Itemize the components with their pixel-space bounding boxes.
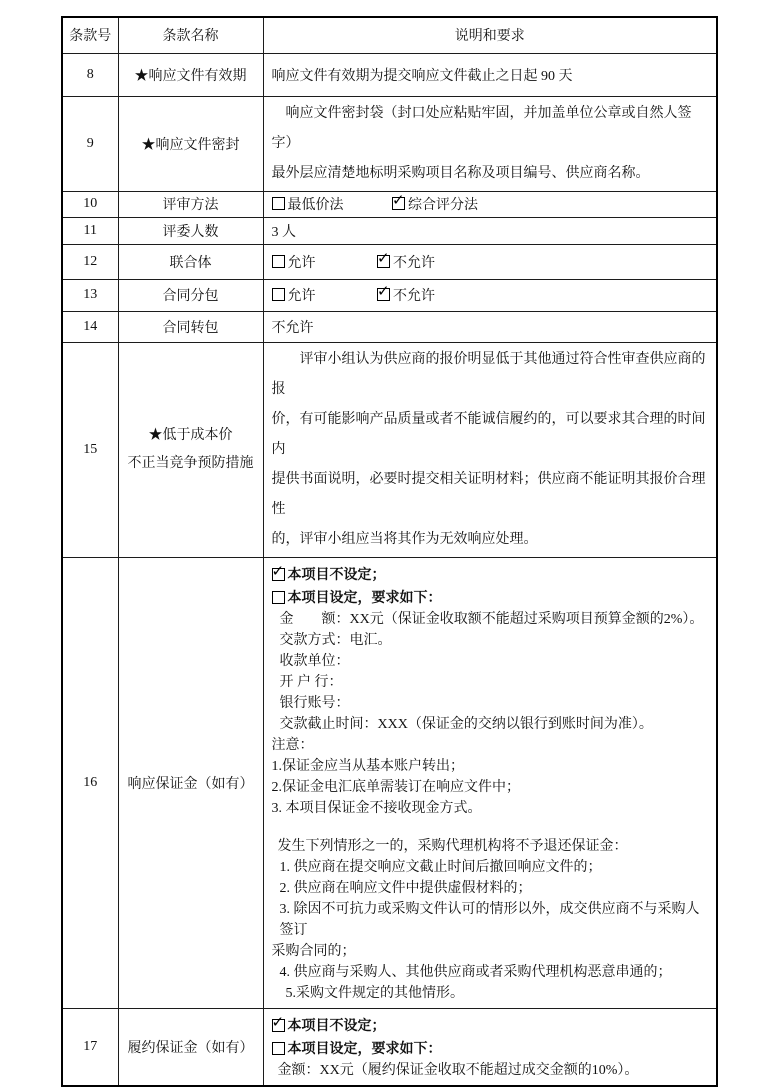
clause-name-cell: 履约保证金（如有） [118, 1008, 263, 1086]
desc-line: 价，有可能影响产品质量或者不能诚信履约的，可以要求其合理的时间内 [271, 411, 706, 457]
clause-desc-cell [263, 279, 717, 311]
table-row [62, 53, 717, 96]
clause-name-line: ★低于成本价 [148, 427, 233, 443]
option-label: 最低价法 [287, 198, 344, 213]
clause-name-cell: 合同转包 [118, 311, 263, 342]
table-row [62, 217, 717, 244]
clause-name-cell: 响应保证金（如有） [118, 557, 263, 1008]
clause-name-cell: 合同分包 [118, 279, 263, 311]
notice-title: 注意： [271, 737, 314, 753]
checkbox-checked-icon [392, 197, 405, 210]
table-row [62, 557, 717, 1008]
checkbox-checked-icon [377, 255, 390, 268]
table-row [62, 244, 717, 279]
field-deadline: 交款截止时间：XXX（保证金的交纳以银行到账时间为准）。 [279, 716, 653, 732]
forfeit-item: 1. 供应商在提交响应文截止时间后撤回响应文件的； [279, 859, 602, 875]
desc-line: 提供书面说明，必要时提交相关证明材料；供应商不能证明其报价合理性 [271, 471, 706, 517]
option-set-requirements [272, 586, 709, 609]
option-label: 不允许 [393, 255, 435, 271]
clause-no-cell: 8 [62, 53, 118, 96]
checkbox-unchecked-icon [272, 197, 285, 210]
desc-line: 最外层应清楚地标明采购项目名称及项目编号、供应商名称。 [271, 165, 650, 181]
checkbox-checked-icon [272, 1019, 285, 1032]
option-not-set [272, 563, 709, 586]
clause-name-cell: 联合体 [118, 244, 263, 279]
clause-desc-cell [263, 342, 717, 557]
clause-name-line: 不正当竞争预防措施 [127, 455, 254, 471]
table-row [62, 191, 717, 217]
table-row [62, 311, 717, 342]
clause-no-cell: 17 [62, 1008, 118, 1086]
col-header-description: 说明和要求 [263, 17, 717, 53]
field-bank: 开 户 行： [279, 674, 343, 690]
field-payee: 收款单位： [279, 653, 350, 669]
clause-desc-cell [263, 244, 717, 279]
forfeit-title: 发生下列情形之一的，采购代理机构将不予退还保证金： [277, 838, 628, 854]
checkbox-unchecked-icon [272, 1042, 285, 1055]
option-label: 允许 [287, 255, 316, 271]
clause-no-cell: 13 [62, 279, 118, 311]
clause-desc-cell [263, 1008, 717, 1086]
checkbox-unchecked-icon [272, 591, 285, 604]
clause-no-cell: 10 [62, 191, 118, 217]
clause-desc-cell: 3 人 [263, 217, 717, 244]
table-row [62, 342, 717, 557]
clause-name-cell: ★响应文件有效期 [118, 53, 263, 96]
option-not-allowed [377, 256, 435, 271]
clause-desc-cell [263, 191, 717, 217]
notice-item: 3. 本项目保证金不接收现金方式。 [271, 800, 482, 816]
checkbox-unchecked-icon [272, 288, 285, 301]
forfeit-item: 3. 除因不可抗力或采购文件认可的情形以外，成交供应商不与采购人签订 [279, 901, 700, 938]
option-label: 不允许 [393, 289, 435, 304]
option-comprehensive-scoring [392, 198, 478, 213]
clause-name-cell: 评审方法 [118, 191, 263, 217]
table-row [62, 1008, 717, 1086]
option-set-requirements [272, 1037, 709, 1060]
forfeit-item: 2. 供应商在响应文件中提供虚假材料的； [279, 880, 532, 896]
table-header-row [62, 17, 717, 53]
option-label: 本项目不设定； [287, 565, 386, 582]
option-label: 本项目设定，要求如下： [287, 1039, 442, 1056]
field-amount: 金 额：XX元（保证金收取额不能超过采购项目预算金额的2%）。 [279, 611, 704, 627]
option-lowest-price [272, 198, 344, 213]
clause-desc-cell: 响应文件有效期为提交响应文件截止之日起 90 天 [263, 53, 717, 96]
clause-name-cell [118, 342, 263, 557]
notice-item: 2.保证金电汇底单需装订在响应文件中； [271, 779, 520, 795]
forfeit-item: 5.采购文件规定的其他情形。 [285, 985, 464, 1001]
table-row [62, 279, 717, 311]
clause-desc-cell [263, 96, 717, 191]
forfeit-item: 4. 供应商与采购人、其他供应商或者采购代理机构恶意串通的； [279, 964, 672, 980]
clauses-table [61, 16, 718, 1087]
clause-no-cell: 14 [62, 311, 118, 342]
table-row [62, 96, 717, 191]
field-payment-method: 交款方式：电汇。 [279, 632, 392, 648]
option-label: 本项目不设定； [287, 1016, 386, 1033]
col-header-clause-name: 条款名称 [118, 17, 263, 53]
desc-line: 评审小组认为供应商的报价明显低于其他通过符合性审查供应商的报 [271, 351, 706, 397]
option-label: 本项目设定，要求如下： [287, 588, 442, 605]
blank-line [272, 819, 709, 836]
clause-no-cell: 11 [62, 217, 118, 244]
notice-item: 1.保证金应当从基本账户转出； [271, 758, 464, 774]
clause-no-cell: 15 [62, 342, 118, 557]
field-account: 银行账号： [279, 695, 350, 711]
checkbox-unchecked-icon [272, 255, 285, 268]
clause-name-cell: 评委人数 [118, 217, 263, 244]
desc-line: 的，评审小组应当将其作为无效响应处理。 [271, 531, 538, 547]
clause-no-cell: 12 [62, 244, 118, 279]
field-amount: 金额：XX元（履约保证金收取不能超过成交金额的10%）。 [277, 1062, 639, 1078]
clause-no-cell: 9 [62, 96, 118, 191]
clause-desc-cell: 不允许 [263, 311, 717, 342]
option-not-set [272, 1014, 709, 1037]
checkbox-checked-icon [377, 288, 390, 301]
clause-no-cell: 16 [62, 557, 118, 1008]
checkbox-checked-icon [272, 568, 285, 581]
desc-line: 响应文件密封袋（封口处应粘贴牢固，并加盖单位公章或自然人签字） [271, 105, 692, 151]
forfeit-item-continuation: 采购合同的； [271, 943, 356, 959]
option-not-allowed [377, 289, 435, 304]
option-label: 综合评分法 [408, 198, 478, 213]
option-allowed [272, 256, 316, 271]
clause-name-cell: ★响应文件密封 [118, 96, 263, 191]
option-allowed [272, 289, 316, 304]
clause-desc-cell [263, 557, 717, 1008]
col-header-clause-no: 条款号 [62, 17, 118, 53]
option-label: 允许 [287, 289, 316, 304]
